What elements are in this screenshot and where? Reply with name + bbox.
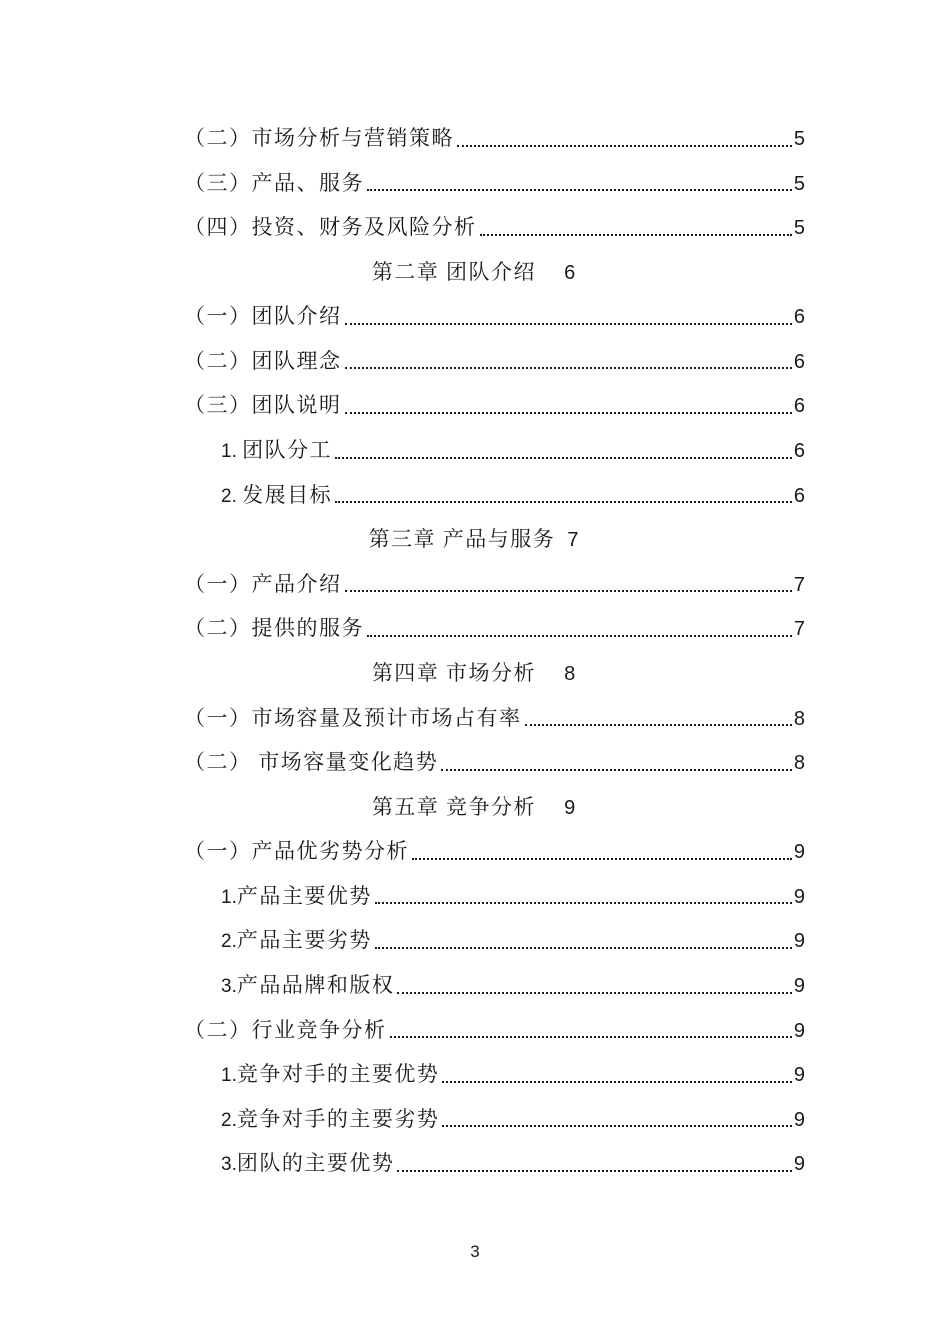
toc-entry-number: 1. (221, 441, 243, 463)
toc-entry-label: （三）产品、服务 (184, 170, 364, 195)
toc-entry-page: 9 (793, 1108, 805, 1131)
dot-leader (375, 902, 792, 904)
toc-entry-number: 3. (221, 1154, 237, 1176)
toc-entry[interactable] (184, 428, 805, 473)
dot-leader (345, 412, 792, 414)
toc-chapter-label: 第四章 市场分析 (371, 660, 537, 685)
toc-entry-label: 竞争对手的主要劣势 (236, 1106, 440, 1131)
toc-entry[interactable] (184, 918, 805, 963)
toc-entry-label: （一）团队介绍 (184, 304, 342, 329)
toc-entry-page: 7 (793, 573, 805, 596)
toc-entry[interactable] (184, 205, 805, 250)
toc-entry[interactable] (184, 383, 805, 428)
toc-chapter-label: 第五章 竞争分析 (371, 794, 537, 819)
toc-entry-page: 6 (793, 395, 805, 418)
toc-entry-label: 团队分工 (242, 438, 333, 463)
toc-entry[interactable] (184, 1141, 805, 1186)
dot-leader (480, 234, 792, 236)
toc-entry-page: 8 (793, 752, 805, 775)
toc-entry-label: 发展目标 (242, 482, 333, 507)
toc-entry[interactable] (184, 606, 805, 651)
dot-leader (390, 1036, 792, 1038)
toc-entry-label: （二） 市场容量变化趋势 (184, 750, 439, 775)
toc-entry-label: （一）市场容量及预计市场占有率 (184, 705, 522, 730)
toc-entry-page: 9 (793, 930, 805, 953)
toc-entry-page: 5 (793, 128, 805, 150)
toc-chapter-page: 7 (567, 529, 579, 552)
toc-entry-label: （一）产品优劣势分析 (184, 839, 409, 864)
toc-entry-number: 2. (221, 931, 237, 953)
toc-entry[interactable] (184, 562, 805, 607)
dot-leader (367, 635, 792, 637)
toc-entry[interactable] (184, 116, 805, 161)
toc-entry-label: 产品主要劣势 (236, 928, 372, 953)
dot-leader (345, 323, 792, 325)
toc-entry-page: 6 (793, 440, 805, 463)
toc-entry-label: （二）团队理念 (184, 348, 342, 373)
toc-entry-label: （二）提供的服务 (184, 616, 364, 641)
toc-chapter-heading[interactable] (163, 651, 784, 696)
toc-entry-page: 9 (793, 1019, 805, 1042)
dot-leader (367, 189, 792, 191)
toc-chapter-page: 9 (564, 796, 576, 819)
toc-chapter-label: 第三章 产品与服务 (368, 527, 556, 552)
toc-entry[interactable] (184, 1008, 805, 1053)
toc-entry[interactable] (184, 874, 805, 919)
toc-entry-number: 1. (221, 1065, 237, 1087)
toc-entry[interactable] (184, 161, 805, 206)
toc-entry-page: 5 (793, 217, 805, 240)
toc-entry-label: （一）产品介绍 (184, 571, 342, 596)
dot-leader (375, 947, 792, 949)
toc-entry-page: 6 (793, 484, 805, 507)
toc-entry-label: （二）市场分析与营销策略 (184, 126, 454, 150)
toc-entry-label: （二）行业竞争分析 (184, 1017, 387, 1042)
dot-leader (335, 501, 792, 503)
toc-entry-label: 竞争对手的主要优势 (236, 1062, 440, 1087)
toc-chapter-page: 6 (564, 261, 576, 284)
toc-entry[interactable] (184, 1052, 805, 1097)
toc-entry[interactable] (184, 696, 805, 741)
dot-leader (525, 724, 792, 726)
page-number: 3 (470, 1242, 480, 1261)
toc-entry-page: 8 (793, 707, 805, 730)
dot-leader (345, 590, 792, 592)
toc-entry-page: 7 (793, 618, 805, 641)
toc-entry[interactable] (184, 740, 805, 785)
toc-entry-page: 6 (793, 350, 805, 373)
toc-entry[interactable] (184, 1097, 805, 1142)
toc-entry-label: （三）团队说明 (184, 393, 342, 418)
toc-entry-label: （四）投资、财务及风险分析 (184, 215, 477, 240)
dot-leader (457, 145, 792, 147)
page-footer (0, 1242, 950, 1262)
dot-leader (441, 769, 792, 771)
dot-leader (442, 1081, 792, 1083)
dot-leader (412, 858, 792, 860)
toc-entry-page: 9 (793, 1064, 805, 1087)
toc-chapter-page: 8 (564, 662, 576, 685)
toc-entry-label: 产品品牌和版权 (236, 972, 395, 997)
dot-leader (397, 992, 792, 994)
toc-entry[interactable] (184, 339, 805, 384)
toc-entry-page: 9 (793, 1153, 805, 1176)
toc-entry-page: 9 (793, 841, 805, 864)
toc-entry-page: 6 (793, 306, 805, 329)
toc-entry-number: 2. (221, 485, 243, 507)
toc-entry[interactable] (184, 963, 805, 1008)
toc-entry-label: 团队的主要优势 (236, 1151, 395, 1176)
toc-entry-number: 3. (221, 975, 237, 997)
dot-leader (335, 457, 792, 459)
toc-chapter-heading[interactable] (163, 517, 784, 562)
toc-entry-page: 9 (793, 974, 805, 997)
toc-entry[interactable] (184, 829, 805, 874)
table-of-contents (184, 116, 805, 1186)
toc-entry-page: 9 (793, 885, 805, 908)
toc-entry[interactable] (184, 294, 805, 339)
toc-chapter-label: 第二章 团队介绍 (371, 259, 537, 284)
toc-entry[interactable] (184, 473, 805, 518)
toc-entry-number: 2. (221, 1109, 237, 1131)
toc-chapter-heading[interactable] (163, 250, 784, 295)
dot-leader (442, 1125, 792, 1127)
toc-entry-number: 1. (221, 886, 237, 908)
dot-leader (397, 1170, 792, 1172)
dot-leader (345, 367, 792, 369)
toc-chapter-heading[interactable] (163, 785, 784, 830)
toc-entry-page: 5 (793, 172, 805, 195)
toc-entry-label: 产品主要优势 (236, 883, 372, 908)
